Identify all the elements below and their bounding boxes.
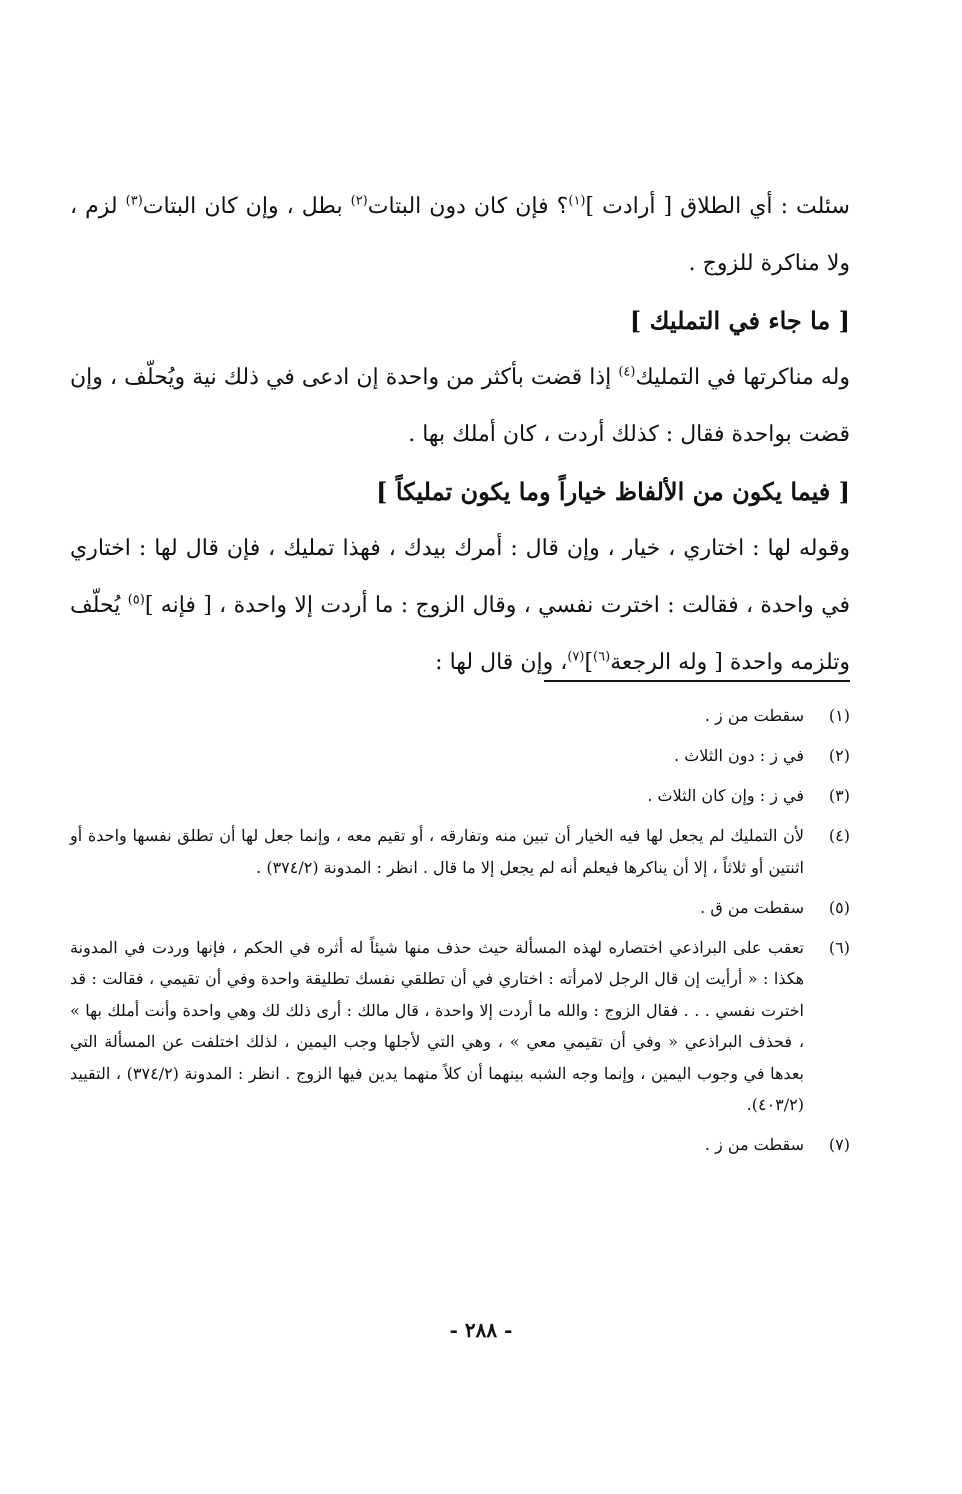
footnote-ref-4[interactable]: (٤) (618, 364, 636, 380)
footnote-text: تعقب على البراذعي اختصاره لهذه المسألة حيث حذف منها شيئاً له أثره في الحكم ، فإنها وردت في المدونة هكذا : « أرأيت إن قال الرجل لامرأته : اختاري في أن تطلقي نفسك تطليقة واحدة وفي أن تقيمي ، فقالت : قد اخترت نفسي . . . فقال الزوج : والله ما أردت إلا واحدة ، قال مالك : أرى ذلك لك وهي واحدة وأنت أملك بها » ، فحذف البراذعي « وفي أن تقيمي معي » ، وهي التي لأجلها وجب اليمين ، لذلك اختلفت عن المسألة التي بعدها في وجوب اليمين ، وإنما وجه الشبه بينهما أن كلاً منهما يدين فيها الزوج . انظر : المدونة (٣٧٤/٢) ، التقييد (٤٠٣/٢). (70, 937, 805, 1114)
footnote-text: في ز : وإن كان الثلاث . (647, 786, 804, 805)
footnote-number: (٦) (828, 937, 850, 957)
footnote-2 (70, 740, 850, 772)
footnote-text: لأن التمليك لم يجعل لها فيه الخيار أن تبين منه وتفارقه ، أو تقيم معه ، وإنما جعل لها أن تطلق نفسها واحدة أو اثنتين أو ثلاثاً ، إلا أن يناكرها فيعلم أنه لم يجعل إلا ما قال . انظر : المدونة (٣٧٤/٢) . (70, 826, 804, 877)
footnote-number: (٥) (828, 897, 850, 917)
footnote-text: سقطت من ز . (704, 1135, 804, 1154)
footnote-separator (544, 680, 850, 682)
main-text (70, 178, 850, 691)
footnote-ref-5[interactable]: (٥) (127, 592, 145, 608)
paragraph-1: سئلت : أي الطلاق [ أرادت ]$^{(١)}$؟ فإن كان دون البتات$^{(٢)}$ بطل ، وإن كان البتات$^{(٣)}$ لزم ، ولا مناكرة للزوج . (70, 193, 850, 276)
paragraph-2: وله مناكرتها في التمليك$^{(٤)}$ إذا قضت بأكثر من واحدة إن ادعى في ذلك نية ويُحلّف ، وإن قضت بواحدة فقال : كذلك أردت ، كان أملك بها . (70, 364, 850, 447)
section-heading-khiyar: [ فيما يكون من الألفاظ خياراً وما يكون تمليكاً ] (376, 477, 850, 506)
section-heading-tamlik: [ ما جاء في التمليك ] (629, 306, 850, 335)
footnotes (70, 700, 850, 1169)
footnote-number: (٢) (828, 746, 850, 765)
footnote-1 (70, 700, 850, 732)
footnote-number: (١) (828, 706, 850, 725)
footnote-4 (70, 820, 850, 883)
page-number: - ٢٨٨ - (449, 1318, 513, 1342)
footnote-number: (٣) (828, 786, 850, 805)
footnote-text: في ز : دون الثلاث . (674, 746, 804, 765)
footnote-ref-1[interactable]: (١) (568, 193, 586, 209)
footnote-3 (70, 780, 850, 812)
footnote-ref-2[interactable]: (٢) (350, 193, 368, 209)
footnote-text: سقطت من ز . (704, 706, 804, 725)
footnote-number: (٧) (828, 1135, 850, 1154)
footnote-5 (70, 892, 850, 924)
footnote-7 (70, 1129, 850, 1161)
footnote-ref-6[interactable]: (٦) (593, 649, 611, 665)
footnote-number: (٤) (828, 826, 850, 845)
footnote-ref-7[interactable]: (٧) (567, 649, 585, 665)
footnote-6 (70, 932, 850, 1121)
footnote-text: سقطت من ق . (700, 897, 804, 917)
paragraph-3: وقوله لها : اختاري ، خيار ، وإن قال : أمرك بيدك ، فهذا تمليك ، فإن قال لها : اختاري في واحدة ، فقالت : اخترت نفسي ، وقال الزوج : ما أردت إلا واحدة ، [ فإنه ]$^{(٥)}$ يُحلّف وتلزمه واحدة [ وله الرجعة$^{(٦)}$]$^{(٧)}$، وإن قال لها : (70, 536, 850, 675)
footnote-ref-3[interactable]: (٣) (125, 193, 143, 209)
